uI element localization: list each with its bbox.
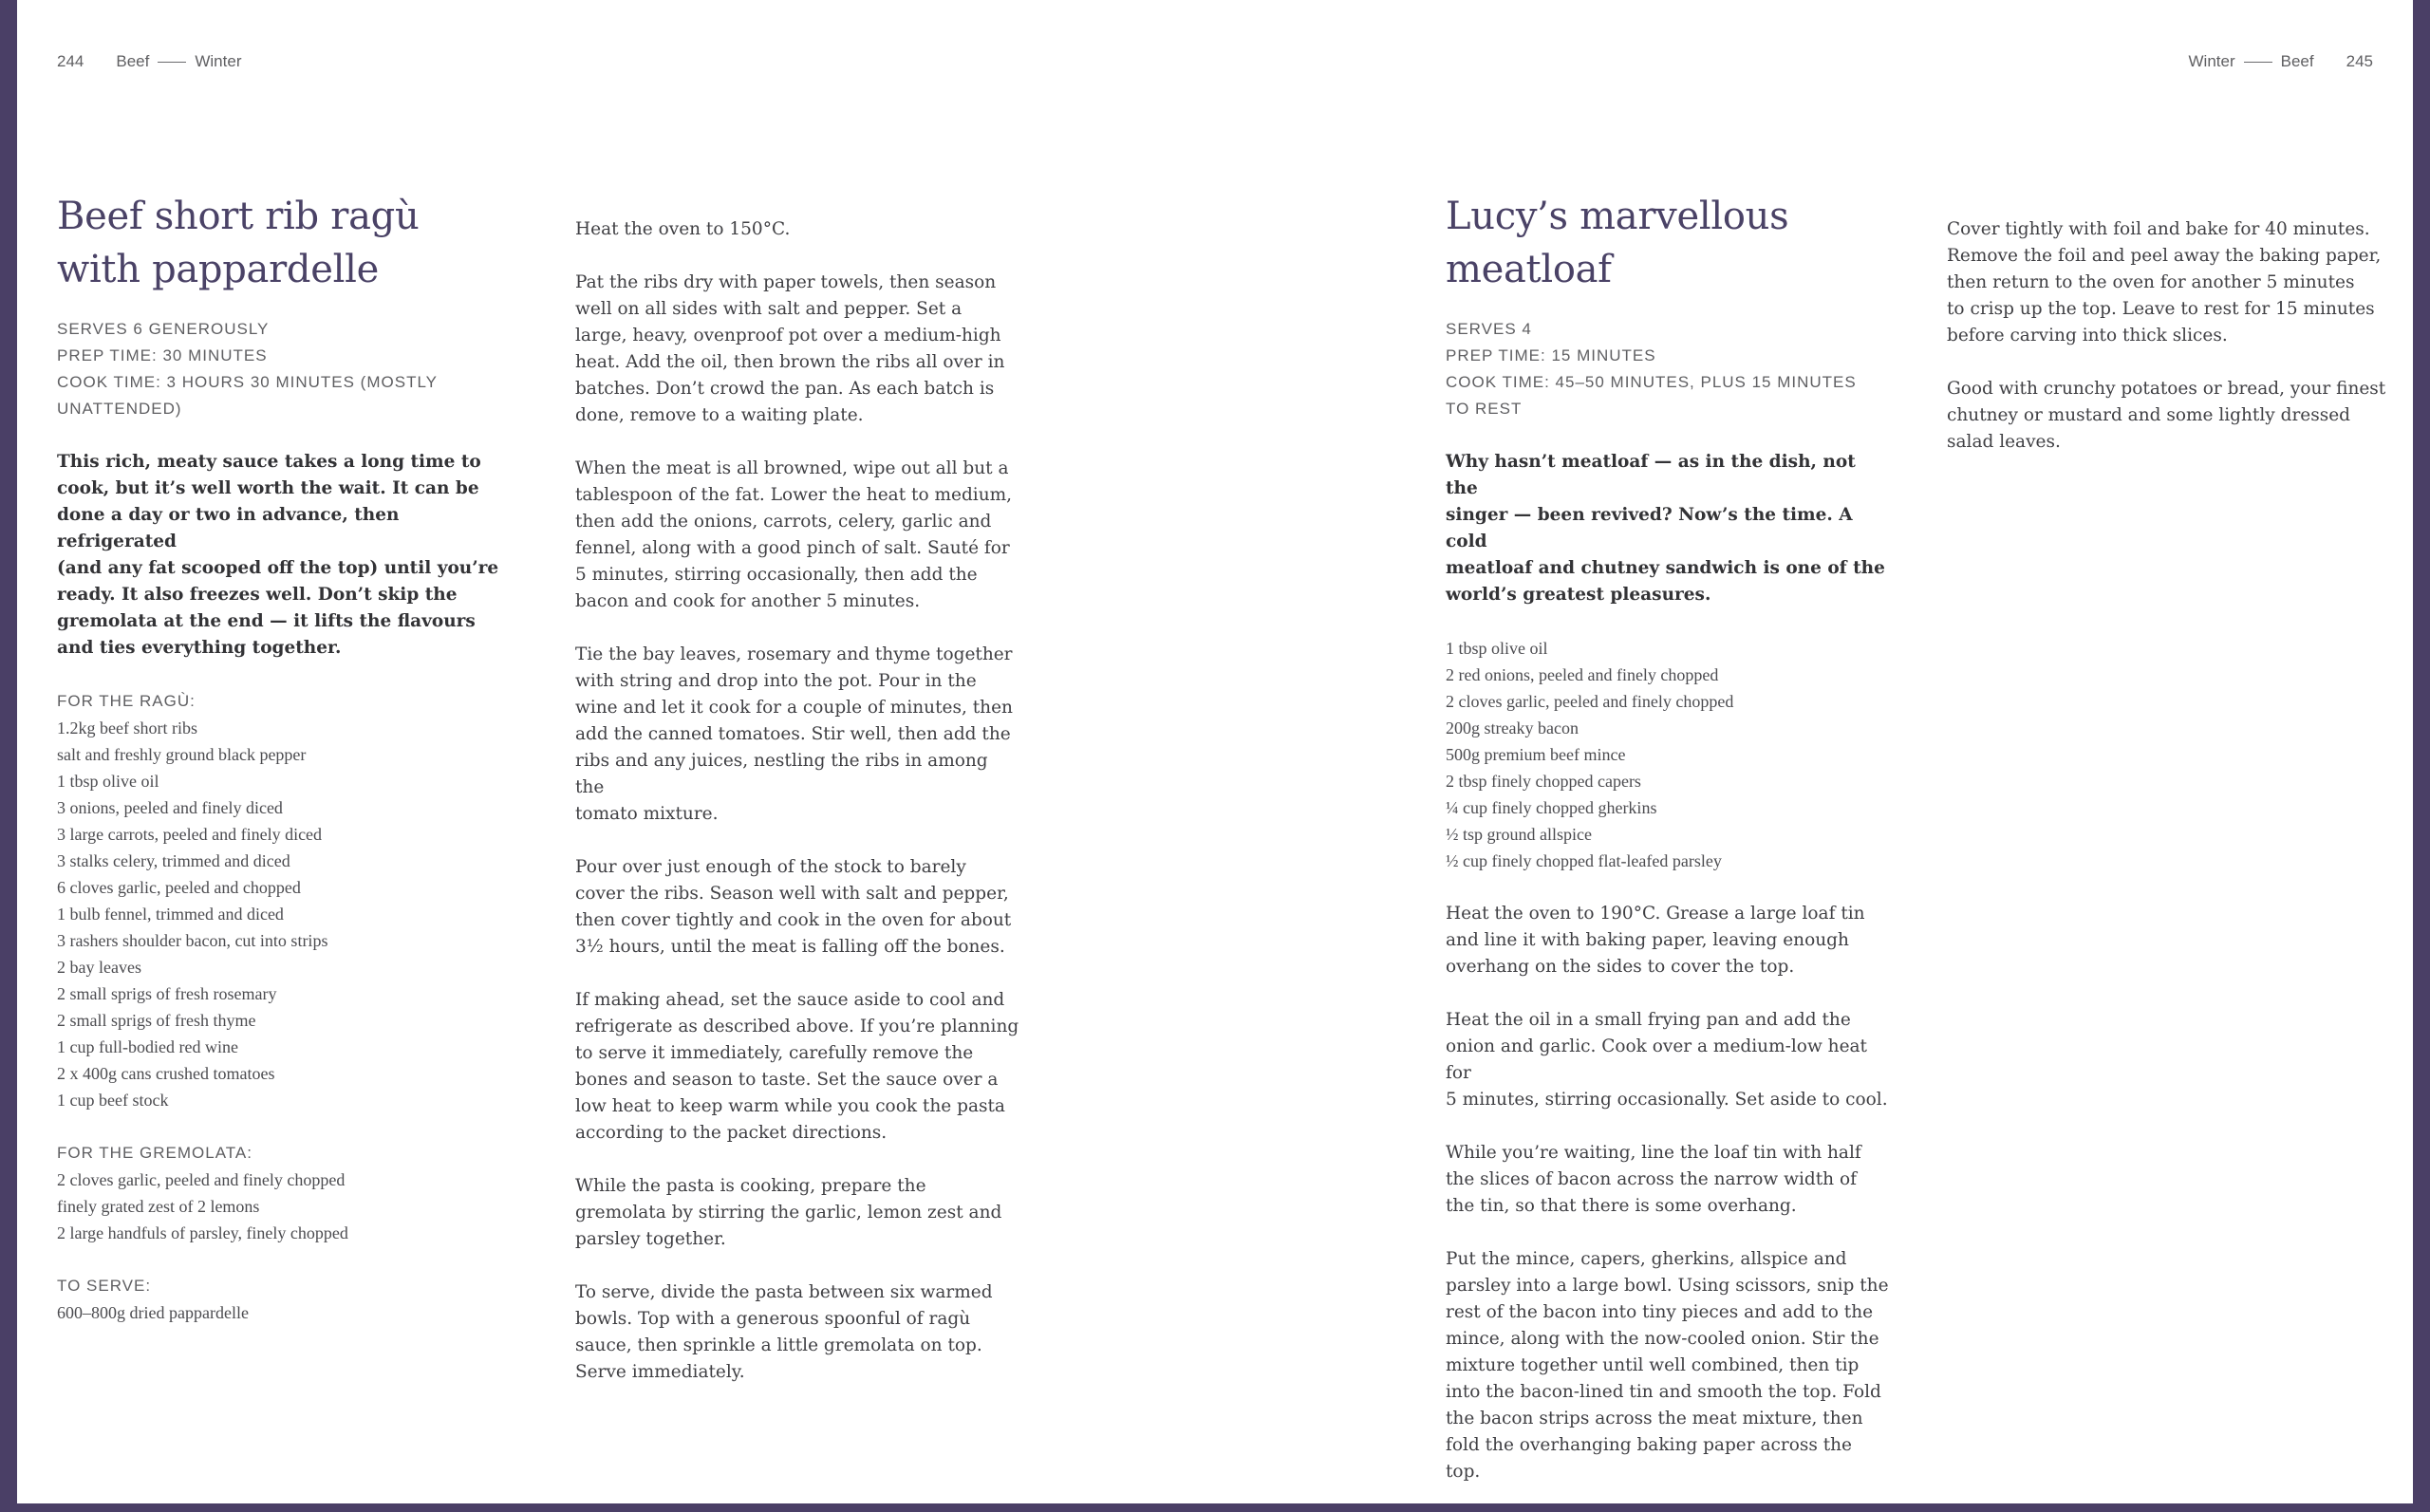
ragu-info-column <box>57 190 513 1353</box>
method-line: While you’re waiting, line the loaf tin with half <box>1446 1143 1861 1163</box>
method-step <box>1947 216 2402 349</box>
right-section-name: Beef <box>2280 52 2314 70</box>
method-line: then cover tightly and cook in the oven for about <box>575 910 1012 930</box>
method-step <box>575 987 1021 1147</box>
intro-line: singer — been revived? Now’s the time. A cold <box>1446 505 1853 551</box>
ingredient-item: 1 cup beef stock <box>57 1091 169 1110</box>
ingredient-item: 2 small sprigs of fresh rosemary <box>57 984 277 1003</box>
method-line: fennel, along with a good pinch of salt. Sauté for <box>575 538 1010 558</box>
method-line: wine and let it cook for a couple of minutes, then <box>575 698 1013 718</box>
ingredient-item: ½ tsp ground allspice <box>1446 825 1592 844</box>
method-line: low heat to keep warm while you cook the pasta <box>575 1096 1005 1116</box>
method-line: Pour over just enough of the stock to barely <box>575 857 966 877</box>
method-line: Heat the oven to 190°C. Grease a large loaf tin <box>1446 904 1865 924</box>
method-line: mince, along with the now-cooled onion. Stir the <box>1446 1329 1879 1349</box>
ingredient-item: 3 large carrots, peeled and finely diced <box>57 825 323 844</box>
ingredient-item: 3 stalks celery, trimmed and diced <box>57 851 290 870</box>
ingredient-item: 2 cloves garlic, peeled and finely chopped <box>1446 692 1734 711</box>
method-line: the slices of bacon across the narrow width of <box>1446 1169 1857 1189</box>
cook-time: TO REST <box>1446 400 1523 418</box>
title-line: meatloaf <box>1446 248 1612 291</box>
method-line: rest of the bacon into tiny pieces and add to the <box>1446 1302 1874 1322</box>
method-line: salad leaves. <box>1947 432 2061 452</box>
method-line: Tie the bay leaves, rosemary and thyme together <box>575 644 1013 664</box>
method-line: 5 minutes, stirring occasionally. Set aside to cool. <box>1446 1090 1888 1110</box>
method-line: Pat the ribs dry with paper towels, then season <box>575 272 997 292</box>
ingredient-group-label: FOR THE RAGÙ: <box>57 692 196 710</box>
ingredient-item: 6 cloves garlic, peeled and chopped <box>57 878 301 897</box>
ingredient-item: ½ cup finely chopped flat-leafed parsley <box>1446 851 1722 870</box>
method-line: tomato mixture. <box>575 804 719 824</box>
left-running-header <box>57 52 241 71</box>
cook-time: COOK TIME: 3 HOURS 30 MINUTES (MOSTLY <box>57 373 438 391</box>
method-line: bacon and cook for another 5 minutes. <box>575 591 921 611</box>
ingredient-list <box>1446 635 1892 874</box>
ingredient-item: 1 tbsp olive oil <box>1446 639 1548 658</box>
method-step <box>575 642 1021 828</box>
ingredient-item: 2 bay leaves <box>57 958 141 977</box>
method-line: then add the onions, carrots, celery, garlic and <box>575 512 992 532</box>
method-step <box>1446 901 1892 980</box>
method-line: well on all sides with salt and pepper. Set a <box>575 299 963 319</box>
intro-line: cook, but it’s well worth the wait. It can be <box>57 478 479 498</box>
intro-line: Why hasn’t meatloaf — as in the dish, not the <box>1446 452 1856 498</box>
method-line: Heat the oil in a small frying pan and add the <box>1446 1010 1851 1030</box>
ingredient-item: 500g premium beef mince <box>1446 745 1626 764</box>
recipe-meta <box>1446 316 1892 422</box>
ingredient-item: 2 small sprigs of fresh thyme <box>57 1011 256 1030</box>
book-spread <box>17 0 2413 1503</box>
method-line: sauce, then sprinkle a little gremolata on top. <box>575 1335 982 1355</box>
method-line: While the pasta is cooking, prepare the <box>575 1176 926 1196</box>
ingredient-item: finely grated zest of 2 lemons <box>57 1197 260 1216</box>
method-line: according to the packet directions. <box>575 1123 888 1143</box>
method-step <box>1446 1007 1892 1113</box>
ingredient-group <box>57 688 513 1113</box>
method-step <box>575 1279 1021 1386</box>
intro-line: ready. It also freezes well. Don’t skip the <box>57 585 458 605</box>
ingredient-item: salt and freshly ground black pepper <box>57 745 307 764</box>
ingredient-item: 2 tbsp finely chopped capers <box>1446 772 1641 791</box>
method-line: chutney or mustard and some lightly dressed <box>1947 405 2351 425</box>
header-dash <box>2244 62 2272 63</box>
ingredient-group-label: FOR THE GREMOLATA: <box>57 1144 252 1162</box>
method-line: Serve immediately. <box>575 1362 745 1382</box>
recipe-title <box>1446 190 1892 296</box>
cook-time: COOK TIME: 45–50 MINUTES, PLUS 15 MINUTES <box>1446 373 1857 391</box>
method-line: large, heavy, ovenproof pot over a medium-high <box>575 326 1001 345</box>
intro-line: meatloaf and chutney sandwich is one of the <box>1446 558 1885 578</box>
right-running-header <box>2189 52 2373 71</box>
method-line: then return to the oven for another 5 minutes <box>1947 272 2355 292</box>
serves: SERVES 6 GENEROUSLY <box>57 320 270 338</box>
method-line: the tin, so that there is some overhang. <box>1446 1196 1797 1216</box>
method-line: gremolata by stirring the garlic, lemon zest and <box>575 1203 1002 1223</box>
method-line: to crisp up the top. Leave to rest for 15 minutes <box>1947 299 2375 319</box>
method-line: To serve, divide the pasta between six warmed <box>575 1282 993 1302</box>
method-line: fold the overhanging baking paper across the top. <box>1446 1435 1853 1482</box>
ingredient-item: 2 large handfuls of parsley, finely chopped <box>57 1223 348 1242</box>
intro-line: done a day or two in advance, then refrigerated <box>57 505 400 551</box>
method-line: bones and season to taste. Set the sauce over a <box>575 1070 999 1090</box>
method-line: to serve it immediately, carefully remove the <box>575 1043 974 1063</box>
ingredient-item: 200g streaky bacon <box>1446 719 1579 737</box>
ingredient-item: 2 red onions, peeled and finely chopped <box>1446 665 1719 684</box>
method-line: Cover tightly with foil and bake for 40 minutes. <box>1947 219 2370 239</box>
method-top-spacer <box>1947 190 2402 216</box>
method-line: 5 minutes, stirring occasionally, then add the <box>575 565 978 585</box>
method-line: onion and garlic. Cook over a medium-low heat for <box>1446 1036 1867 1083</box>
method-line: mixture together until well combined, then tip <box>1446 1355 1860 1375</box>
ingredient-item: 600–800g dried pappardelle <box>57 1303 249 1322</box>
ingredient-item: 2 cloves garlic, peeled and finely chopped <box>57 1170 346 1189</box>
ingredient-item: 3 onions, peeled and finely diced <box>57 798 283 817</box>
method-step <box>1446 1246 1892 1485</box>
title-line: with pappardelle <box>57 248 379 291</box>
method-line: the bacon strips across the meat mixture, then <box>1446 1409 1863 1428</box>
meatloaf-info-column <box>1446 190 1892 1512</box>
ingredient-item: 2 x 400g cans crushed tomatoes <box>57 1064 275 1083</box>
method-line: add the canned tomatoes. Stir well, then add the <box>575 724 1011 744</box>
cook-time: UNATTENDED) <box>57 400 182 418</box>
left-page-number: 244 <box>57 52 84 70</box>
method-step <box>575 216 1021 243</box>
intro-line: and ties everything together. <box>57 638 342 658</box>
method-line: with string and drop into the pot. Pour in the <box>575 671 977 691</box>
method-line: heat. Add the oil, then brown the ribs all over in <box>575 352 1005 372</box>
method-top-spacer <box>575 190 1021 216</box>
method-line: Heat the oven to 150°C. <box>575 219 791 239</box>
method-line: Good with crunchy potatoes or bread, your finest <box>1947 379 2386 399</box>
ingredient-list <box>57 1299 513 1326</box>
header-dash <box>158 62 186 63</box>
method-line: Remove the foil and peel away the baking paper, <box>1947 246 2382 266</box>
method-line: Put the mince, capers, gherkins, allspice and <box>1446 1249 1847 1269</box>
ingredient-group-label: TO SERVE: <box>57 1277 152 1295</box>
right-page-number: 245 <box>2346 52 2373 70</box>
recipe-intro <box>1446 449 1892 608</box>
ingredient-item: 3 rashers shoulder bacon, cut into strips <box>57 931 328 950</box>
method-line: refrigerate as described above. If you’re planning <box>575 1017 1019 1036</box>
left-season-name: Winter <box>195 52 242 70</box>
method-line: done, remove to a waiting plate. <box>575 405 864 425</box>
method-line: and line it with baking paper, leaving enough <box>1446 930 1849 950</box>
recipe-intro <box>57 449 513 662</box>
method-step <box>1446 1140 1892 1220</box>
intro-line: (and any fat scooped off the top) until you’re <box>57 558 499 578</box>
meatloaf-method-column <box>1947 190 2402 482</box>
title-line: Lucy’s marvellous <box>1446 195 1789 238</box>
right-season-name: Winter <box>2188 52 2235 70</box>
ingredient-group <box>57 1273 513 1326</box>
method-line: When the meat is all browned, wipe out all but a <box>575 458 1009 478</box>
prep-time: PREP TIME: 30 MINUTES <box>57 346 268 364</box>
title-line: Beef short rib ragù <box>57 195 420 238</box>
ingredient-item: 1 tbsp olive oil <box>57 772 159 791</box>
method-line: cover the ribs. Season well with salt and pepper, <box>575 884 1009 904</box>
method-line: parsley together. <box>575 1229 726 1249</box>
ragu-method-column <box>575 190 1021 1412</box>
ingredient-item: 1 bulb fennel, trimmed and diced <box>57 905 284 924</box>
ingredient-group <box>57 1140 513 1246</box>
method-step <box>575 270 1021 429</box>
recipe-meta <box>57 316 513 422</box>
method-step <box>575 1173 1021 1253</box>
meatloaf-method-part1 <box>1446 901 1892 1485</box>
method-line: If making ahead, set the sauce aside to cool and <box>575 990 1005 1010</box>
method-line: batches. Don’t crowd the pan. As each batch is <box>575 379 995 399</box>
method-step <box>575 854 1021 961</box>
ingredient-list <box>57 715 513 1113</box>
intro-line: This rich, meaty sauce takes a long time to <box>57 452 481 472</box>
ingredient-item: 1 cup full-bodied red wine <box>57 1037 238 1056</box>
ingredient-item: ¼ cup finely chopped gherkins <box>1446 798 1657 817</box>
method-step <box>575 456 1021 615</box>
ingredient-item: 1.2kg beef short ribs <box>57 719 197 737</box>
prep-time: PREP TIME: 15 MINUTES <box>1446 346 1656 364</box>
intro-line: gremolata at the end — it lifts the flavours <box>57 611 476 631</box>
method-step <box>1947 376 2402 456</box>
intro-line: world’s greatest pleasures. <box>1446 585 1711 605</box>
method-line: into the bacon-lined tin and smooth the top. Fold <box>1446 1382 1881 1402</box>
recipe-title <box>57 190 513 296</box>
ingredient-list <box>57 1167 513 1246</box>
ingredients <box>57 688 513 1326</box>
method-line: before carving into thick slices. <box>1947 326 2228 345</box>
method-line: overhang on the sides to cover the top. <box>1446 957 1795 977</box>
left-section-name: Beef <box>116 52 150 70</box>
method-line: 3½ hours, until the meat is falling off the bones. <box>575 937 1005 957</box>
method-line: bowls. Top with a generous spoonful of ragù <box>575 1309 971 1329</box>
method-line: parsley into a large bowl. Using scissors, snip the <box>1446 1276 1889 1296</box>
method-line: tablespoon of the fat. Lower the heat to medium, <box>575 485 1013 505</box>
serves: SERVES 4 <box>1446 320 1532 338</box>
method-line: ribs and any juices, nestling the ribs in among the <box>575 751 988 797</box>
